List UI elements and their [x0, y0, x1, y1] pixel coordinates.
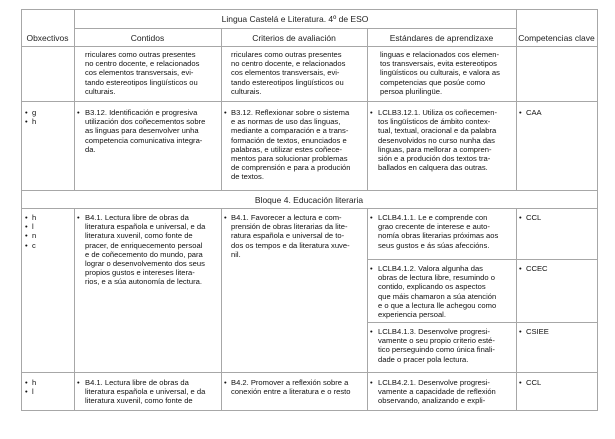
bullet-glyph: •: [370, 264, 373, 273]
text-line: conexión entre a literatura e o resto: [231, 387, 351, 397]
table-cell-competences: [519, 108, 542, 117]
text-line: culturais.: [231, 86, 262, 96]
text-line: linguas, para mellorar a compren-: [378, 144, 492, 154]
bullet-glyph: •: [370, 327, 373, 336]
table-cell-contents: [85, 213, 217, 287]
table-cell-criteria: [231, 108, 363, 182]
text-line: nomía obras literarias próximas aos: [378, 231, 499, 241]
text-line: tando estereotipos lingüísticos ou: [85, 77, 198, 87]
row-rule: [21, 190, 598, 191]
text-line: lograr o desenvolvemento dos seus: [85, 259, 205, 269]
row-rule: [367, 322, 598, 323]
text-line: tos transversais, evita estereotipos: [380, 59, 497, 69]
bullet-glyph: •: [77, 213, 80, 222]
text-line: B3.12. Identificación e progresiva: [85, 108, 198, 117]
column-rule: [221, 208, 222, 410]
text-line: rriculares como outras presentes: [85, 50, 196, 59]
list-item: • g: [25, 108, 37, 117]
bullet-glyph: •: [224, 213, 227, 222]
text-line: de comprensión e para a produción: [231, 163, 351, 173]
table-cell-objectives: [25, 213, 36, 250]
text-line: prensión de obras literarias da lite-: [231, 222, 348, 232]
header-divider: [74, 28, 516, 29]
table-cell-competences: [519, 264, 548, 273]
text-line: literatura xuvenil, como fonte de: [85, 396, 193, 406]
text-line: B4.1. Lectura libre de obras da: [85, 378, 189, 387]
text-line: palabras, e utilizar estes coñece-: [231, 144, 343, 154]
list-item: • c: [25, 240, 36, 250]
text-line: contido, explicando os aspectos: [378, 282, 486, 292]
text-line: que máis chamaron a súa atención: [378, 291, 497, 301]
text-line: ratura española e universal de to-: [231, 231, 345, 241]
text-line: e as normas de uso das linguas,: [231, 117, 341, 127]
column-header-contents: Contidos: [130, 33, 165, 43]
table-cell-standards: [378, 378, 512, 406]
text-line: persoa plurilingüe.: [380, 86, 443, 96]
column-header-standards: Estándares de aprendizaxe: [389, 33, 494, 43]
text-line: e o que a lectura lle achegou como: [378, 300, 497, 310]
column-rule: [74, 208, 75, 410]
column-header-objectives: Obxectivos: [26, 33, 69, 43]
text-line: e de coñecemento do mundo, para: [85, 249, 203, 259]
table-cell-contents: [85, 50, 217, 96]
column-rule: [367, 208, 368, 410]
column-rule: [367, 28, 368, 191]
text-line: vamente a capacidade de reflexión: [378, 387, 496, 397]
text-line: culturais.: [85, 86, 116, 96]
list-item: • CAA: [519, 108, 542, 117]
table-cell-standards: [378, 108, 512, 172]
list-item: • h: [25, 378, 37, 387]
text-line: as linguas para desenvolver unha: [85, 126, 199, 136]
table-border-right: [597, 9, 598, 410]
table-cell-standards: [378, 327, 512, 364]
bullet-glyph: •: [370, 213, 373, 222]
header-bottom-rule: [21, 46, 598, 47]
list-item: • CCEC: [519, 264, 548, 273]
text-line: tico perseguindo como única finali-: [378, 345, 495, 355]
text-line: experiencia persoal.: [378, 310, 446, 320]
bullet-glyph: •: [77, 378, 80, 387]
text-line: linguas e relacionados cos elemen-: [380, 50, 500, 59]
text-line: rios, e a súa autonomía de lectura.: [85, 277, 202, 287]
list-item: • n: [25, 231, 37, 241]
text-line: tos lingüísticos de ámbito contex-: [378, 117, 491, 127]
bullet-glyph: •: [224, 108, 227, 117]
text-line: mediante a comparación e a trans-: [231, 126, 349, 136]
bullet-glyph: •: [370, 108, 373, 117]
text-line: observando, analizando e expli-: [378, 396, 486, 406]
text-line: tando estereotipos lingüísticos ou: [231, 77, 344, 87]
text-line: grao crecente de interese e auto-: [378, 222, 490, 232]
list-item: • l: [25, 387, 34, 397]
table-cell-standards: [378, 213, 512, 250]
table-cell-criteria: [231, 213, 363, 259]
table-cell-competences: [519, 378, 541, 387]
column-header-competences: Competencias clave: [518, 33, 595, 43]
bullet-glyph: •: [370, 378, 373, 387]
column-header-criteria: Criterios de avaliación: [252, 33, 336, 43]
bullet-glyph: •: [224, 378, 227, 387]
text-line: tual, textual, oracional e da palabra: [378, 126, 497, 136]
text-line: sión e a produción dos textos tra-: [378, 154, 491, 164]
text-line: pracer, de enriquecemento persoal: [85, 240, 203, 250]
text-line: B4.1. Lectura libre de obras da: [85, 213, 189, 222]
text-line: obras de lectura libre, resumindo o: [378, 273, 495, 283]
text-line: B4.1. Favorecer a lectura e com-: [231, 213, 342, 222]
bullet-glyph: •: [77, 108, 80, 117]
table-cell-standards: [378, 264, 512, 319]
text-line: literatura xuvenil, como fonte de: [85, 231, 193, 241]
table-border-bottom: [21, 410, 598, 411]
text-line: cos elementos transversais, evi-: [85, 68, 194, 78]
table-border-left: [21, 9, 22, 410]
text-line: LCLB4.1.2. Valora algunha das: [378, 264, 483, 273]
table-border-top: [21, 9, 598, 10]
column-rule: [221, 28, 222, 191]
text-line: seus gustos e ás súas afeccións.: [378, 240, 490, 250]
text-line: dade o pracer pola lectura.: [378, 354, 469, 364]
text-line: literatura española e universal, e da: [85, 387, 206, 397]
text-line: da.: [85, 144, 96, 154]
text-line: nil.: [231, 249, 241, 259]
text-line: LCLB3.12.1. Utiliza os coñecemen-: [378, 108, 498, 117]
list-item: • h: [25, 213, 37, 222]
row-rule: [21, 101, 598, 102]
text-line: desenvolvidos no curso nunha das: [378, 135, 495, 145]
text-line: competencia comunicativa integra-: [85, 135, 203, 145]
column-rule: [516, 208, 517, 410]
text-line: propios gustos e intereses litera-: [85, 268, 195, 278]
text-line: rriculares como outras presentes: [231, 50, 342, 59]
table-title: Lingua Castelá e Literatura. 4º de ESO: [221, 14, 369, 24]
text-line: utilización dos coñecementos sobre: [85, 117, 206, 127]
text-line: mentos para solucionar problemas: [231, 154, 348, 164]
list-item: • l: [25, 222, 34, 232]
table-cell-competences: [519, 213, 541, 222]
text-line: cos elementos transversais, evi-: [231, 68, 340, 78]
list-item: • CCL: [519, 213, 542, 222]
table-cell-contents: [85, 378, 217, 406]
list-item: • h: [25, 117, 37, 127]
text-line: no centro docente, e relacionados: [231, 59, 346, 69]
text-line: B4.2. Promover a reflexión sobre a: [231, 378, 349, 387]
row-rule: [367, 259, 598, 260]
text-line: dos os tempos e da literatura xuve-: [231, 240, 350, 250]
text-line: de textos.: [231, 172, 264, 182]
text-line: no centro docente, e relacionados: [85, 59, 200, 69]
text-line: competencias que posúe como: [380, 77, 486, 87]
table-cell-criteria: [231, 50, 363, 96]
table-cell-competences: [519, 327, 549, 336]
table-cell-objectives: [25, 378, 36, 396]
table-cell-criteria: [231, 378, 363, 396]
text-line: lingüísticos ou culturais, e valora as: [380, 68, 500, 78]
row-rule: [21, 372, 598, 373]
text-line: B3.12. Reflexionar sobre o sistema: [231, 108, 350, 117]
table-cell-objectives: [25, 108, 36, 126]
list-item: • CCL: [519, 378, 542, 387]
row-rule: [21, 208, 598, 209]
text-line: formación de textos, enunciados e: [231, 135, 347, 145]
text-line: LCLB4.1.3. Desenvolve progresi-: [378, 327, 490, 336]
list-item: • CSIEE: [519, 327, 549, 336]
table-cell-contents: [85, 108, 217, 154]
table-cell-standards: [380, 50, 512, 96]
text-line: literatura española e universal, e da: [85, 222, 206, 232]
block-title: Bloque 4. Educación literaria: [254, 195, 364, 205]
text-line: LCLB4.1.1. Le e comprende con: [378, 213, 488, 222]
text-line: ballados en calquera das outras.: [378, 163, 488, 173]
text-line: LCLB4.2.1. Desenvolve progresi-: [378, 378, 490, 387]
text-line: vamente o seu propio criterio esté-: [378, 336, 495, 346]
